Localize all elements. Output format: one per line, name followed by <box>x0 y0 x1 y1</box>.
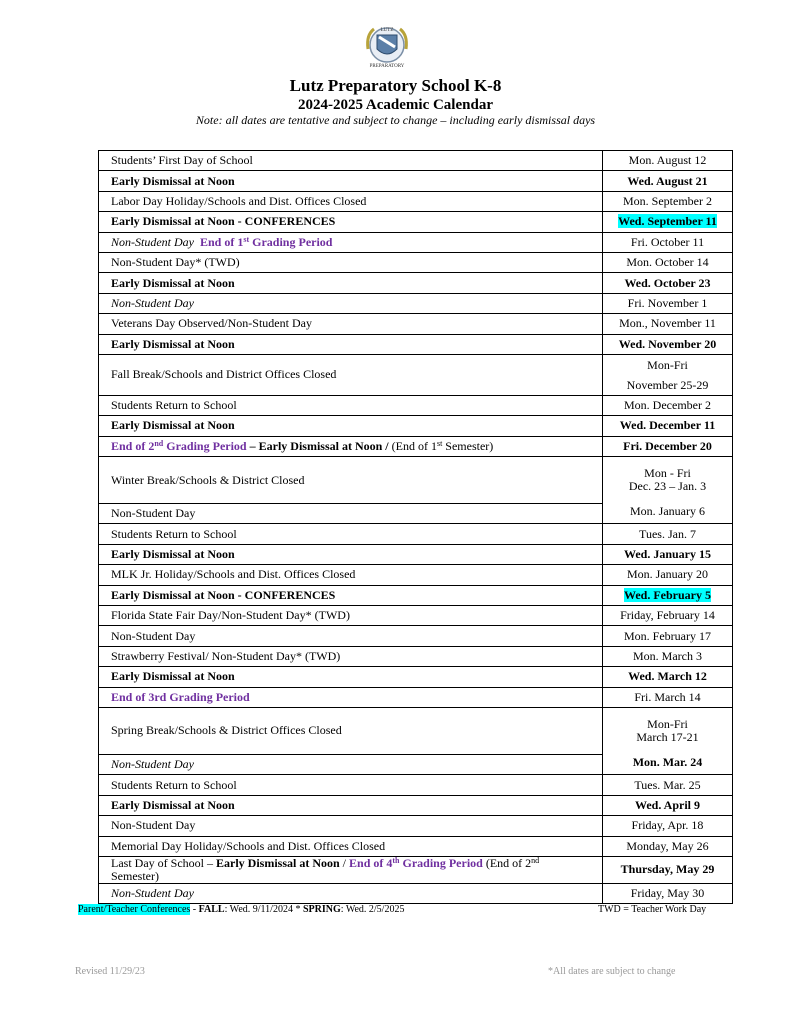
date-cell: Wed. November 20 <box>603 334 733 354</box>
grading-period-label: Grading Period <box>399 855 483 870</box>
table-row <box>99 457 733 504</box>
highlighted-date: Wed. February 5 <box>624 587 711 602</box>
event-cell: Early Dismissal at Noon <box>99 273 603 293</box>
event-cell: Non-Student Day <box>99 626 603 646</box>
event-cell: MLK Jr. Holiday/Schools and Dist. Offices Closed <box>99 565 603 585</box>
table-row <box>99 585 733 605</box>
date-cell: Mon. February 17 <box>603 626 733 646</box>
conferences-label: Parent/Teacher Conferences <box>78 904 191 915</box>
event-cell: Early Dismissal at Noon - CONFERENCES <box>99 212 603 232</box>
event-cell: Winter Break/Schools & District Closed <box>99 457 603 504</box>
ordinal-suffix: th <box>392 855 400 865</box>
table-row <box>99 191 733 211</box>
table-row <box>99 314 733 334</box>
date-line: Mon-Fri <box>647 357 688 372</box>
grading-period-text <box>349 856 483 870</box>
event-cell: Early Dismissal at Noon <box>99 171 603 191</box>
table-row <box>99 816 733 836</box>
event-cell: Early Dismissal at Noon <box>99 544 603 564</box>
table-row <box>99 687 733 707</box>
date-cell: Mon., November 11 <box>603 314 733 334</box>
revised-date: Revised 11/29/23 <box>75 966 145 977</box>
table-row <box>99 436 733 456</box>
table-row <box>99 416 733 436</box>
table-row <box>99 626 733 646</box>
date-line: Mon. Mar. 24 <box>632 754 703 769</box>
date-cell: Monday, May 26 <box>603 836 733 856</box>
grading-period-label: End of 1 <box>200 234 244 249</box>
date-cell: Friday, Apr. 18 <box>603 816 733 836</box>
table-row <box>99 775 733 795</box>
grading-period-text <box>200 235 332 249</box>
date-cell: Mon. March 3 <box>603 646 733 666</box>
ordinal-suffix: st <box>436 438 443 448</box>
event-cell: Students Return to School <box>99 395 603 415</box>
event-cell: Early Dismissal at Noon <box>99 334 603 354</box>
table-row <box>99 212 733 232</box>
table-row <box>99 232 733 252</box>
table-row <box>99 544 733 564</box>
table-row <box>99 707 733 754</box>
date-cell <box>603 457 733 524</box>
table-row <box>99 273 733 293</box>
twd-legend: TWD = Teacher Work Day <box>598 904 707 915</box>
conferences-note <box>78 904 404 915</box>
date-line: March 17-21 <box>636 729 699 744</box>
event-cell: Fall Break/Schools and District Offices Closed <box>99 354 603 395</box>
event-cell: Students’ First Day of School <box>99 151 603 171</box>
school-crest-logo <box>362 23 412 71</box>
separator-text: / <box>339 855 350 870</box>
grading-period-label: Grading Period <box>163 438 247 453</box>
date-cell: Wed. August 21 <box>603 171 733 191</box>
grading-period-label: End of 4 <box>349 855 393 870</box>
table-row <box>99 795 733 815</box>
table-row <box>99 334 733 354</box>
semester-text: Semester) <box>442 438 494 453</box>
table-row <box>99 836 733 856</box>
date-cell: Thursday, May 29 <box>603 856 733 883</box>
table-row <box>99 395 733 415</box>
table-row <box>99 354 733 395</box>
fall-value: : Wed. 9/11/2024 * <box>224 904 303 915</box>
date-cell: Wed. January 15 <box>603 544 733 564</box>
ordinal-suffix: nd <box>154 438 164 448</box>
table-row <box>99 856 733 883</box>
event-cell: Strawberry Festival/ Non-Student Day* (TWD) <box>99 646 603 666</box>
ordinal-suffix: nd <box>531 855 540 865</box>
date-line: Mon-Fri <box>647 716 688 731</box>
event-cell <box>99 856 603 883</box>
calendar-note: Note: all dates are tentative and subject to change – including early dismissal days <box>195 113 596 127</box>
date-cell: Fri. March 14 <box>603 687 733 707</box>
fall-label: FALL <box>198 904 225 915</box>
date-cell: Fri. October 11 <box>603 232 733 252</box>
event-cell: Labor Day Holiday/Schools and Dist. Offices Closed <box>99 191 603 211</box>
date-line: Mon - Fri <box>644 466 691 481</box>
dismissal-text: – Early Dismissal at Noon / <box>246 438 392 453</box>
date-cell: Friday, May 30 <box>603 883 733 903</box>
date-cell: Wed. December 11 <box>603 416 733 436</box>
highlighted-date: Wed. September 11 <box>618 214 717 229</box>
semester-text: (End of 2 <box>482 855 532 870</box>
date-cell: Mon. October 14 <box>603 252 733 272</box>
event-text: Non-Student Day <box>111 234 194 249</box>
event-cell: Non-Student Day <box>99 816 603 836</box>
event-cell: Spring Break/Schools & District Offices Closed <box>99 707 603 754</box>
date-cell: Mon. August 12 <box>603 151 733 171</box>
table-row <box>99 883 733 903</box>
event-cell: Non-Student Day* (TWD) <box>99 252 603 272</box>
table-row <box>99 565 733 585</box>
table-row <box>99 252 733 272</box>
last-day-text: Last Day of School – <box>111 855 216 870</box>
event-cell: Florida State Fair Day/Non-Student Day* (TWD) <box>99 606 603 626</box>
date-cell: Wed. October 23 <box>603 273 733 293</box>
date-cell: Fri. November 1 <box>603 293 733 313</box>
calendar-title: 2024-2025 Academic Calendar <box>298 97 493 113</box>
event-cell: Veterans Day Observed/Non-Student Day <box>99 314 603 334</box>
separator-text: - <box>190 904 199 915</box>
event-cell: Non-Student Day <box>99 883 603 903</box>
event-cell: Memorial Day Holiday/Schools and Dist. Offices Closed <box>99 836 603 856</box>
date-cell: Wed. April 9 <box>603 795 733 815</box>
date-cell: Mon. January 20 <box>603 565 733 585</box>
event-cell: Early Dismissal at Noon <box>99 795 603 815</box>
date-cell: Mon. September 2 <box>603 191 733 211</box>
table-row <box>99 151 733 171</box>
logo-top-text: LUTZ <box>380 28 394 33</box>
logo-bottom-text: PREPARATORY <box>369 64 405 69</box>
table-row <box>99 171 733 191</box>
event-cell <box>99 436 603 456</box>
spring-value: : Wed. 2/5/2025 <box>340 904 405 915</box>
date-line: Mon. January 6 <box>630 504 705 519</box>
spring-label: SPRING <box>302 904 341 915</box>
grading-period-text <box>111 439 247 453</box>
date-cell: Fri. December 20 <box>603 436 733 456</box>
table-row <box>99 293 733 313</box>
event-cell: Early Dismissal at Noon <box>99 416 603 436</box>
event-cell: End of 3rd Grading Period <box>99 687 603 707</box>
dismissal-text: Early Dismissal at Noon <box>215 855 340 870</box>
date-cell <box>603 707 733 774</box>
date-cell: Tues. Jan. 7 <box>603 524 733 544</box>
date-line: November 25-29 <box>626 377 709 392</box>
grading-period-label: End of 2 <box>111 438 155 453</box>
date-cell <box>603 354 733 395</box>
table-row <box>99 524 733 544</box>
event-cell: Early Dismissal at Noon <box>99 667 603 687</box>
event-cell: Students Return to School <box>99 524 603 544</box>
event-cell <box>99 232 603 252</box>
date-cell: Mon. December 2 <box>603 395 733 415</box>
event-cell: Early Dismissal at Noon - CONFERENCES <box>99 585 603 605</box>
event-cell: Non-Student Day <box>99 293 603 313</box>
date-cell: Tues. Mar. 25 <box>603 775 733 795</box>
grading-period-label: Grading Period <box>249 234 333 249</box>
school-name: Lutz Preparatory School K-8 <box>289 76 502 95</box>
table-row <box>99 646 733 666</box>
semester-text: Semester) <box>111 868 159 883</box>
date-cell: Wed. March 12 <box>603 667 733 687</box>
table-row <box>99 606 733 626</box>
event-cell: Non-Student Day <box>99 754 603 774</box>
ordinal-suffix: st <box>243 234 250 244</box>
date-line: Dec. 23 – Jan. 3 <box>628 479 707 494</box>
calendar-table <box>98 150 733 904</box>
date-cell <box>603 212 733 232</box>
event-cell: Students Return to School <box>99 775 603 795</box>
event-cell: Non-Student Day <box>99 504 603 524</box>
date-cell <box>603 585 733 605</box>
table-row <box>99 667 733 687</box>
semester-text: (End of 1 <box>391 438 437 453</box>
date-cell: Friday, February 14 <box>603 606 733 626</box>
disclaimer-note: *All dates are subject to change <box>548 966 676 977</box>
